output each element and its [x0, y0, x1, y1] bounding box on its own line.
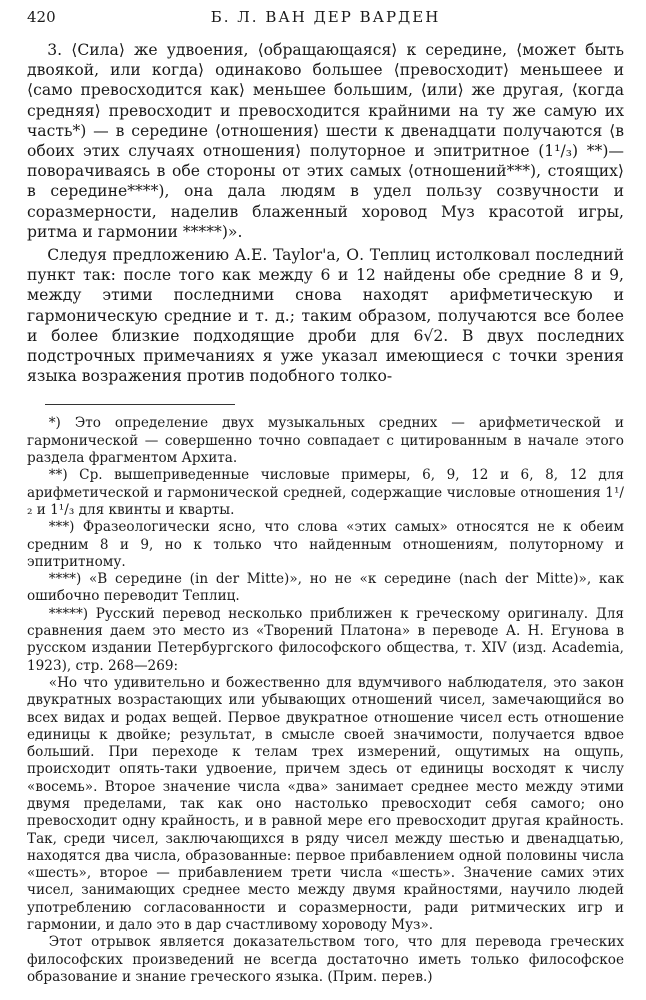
footnote-5: *****) Русский перевод несколько приближен к греческому оригиналу. Для сравнения даем это место из «Творений Платона» в переводе А. Н. Егунова в русском издании Петербургского философского общества, т. XIV (изд. Academia, 1923), стр. 268—269:	[27, 605, 624, 674]
footnote-divider	[45, 404, 235, 405]
page-number: 420	[27, 8, 56, 26]
footnote-1: *) Это определение двух музыкальных средних — арифметической и гармонической — совершенно точно совпадает с цитированным в начале этого раздела фрагментом Архита.	[27, 415, 624, 467]
running-header	[27, 6, 624, 32]
footnote-3: ***) Фразеологически ясно, что слова «этих самых» относятся не к обеим средним 8 и 9, но к только что найденным отношениям, полуторному и эпитритному.	[27, 519, 624, 570]
footnote-2: **) Ср. вышеприведенные числовые примеры, 6, 9, 12 и 6, 8, 12 для арифметической и гармонической средней, содержащие числовые отношения 1¹/₂ и 1¹/₃ для квинты и кварты.	[27, 467, 624, 518]
paragraph-quote-end: 3. ⟨Сила⟩ же удвоения, ⟨обращающаяся⟩ к середине, ⟨может быть двоякой, или когда⟩ одинаково большее ⟨превосходит⟩ меньшеее и ⟨само превосходится как⟩ меньшее большим, ⟨или⟩ же другая, ⟨когда средняя⟩ превосходит и превосходится крайними на ту же самую их часть*) — в середине ⟨отношения⟩ шести к двенадцати получаются ⟨в обоих этих случаях отношения⟩ полуторное и эпитритное (1¹/₃) **)— поворачиваясь в обе стороны от этих самых ⟨отношений***), стоящих⟩ в середине****), она дала людям в удел пользу созвучности и соразмерности, наделив блаженный хоровод Муз красотой игры, ритма и гармонии *****)».	[27, 41, 624, 241]
running-title: Б. Л. ВАН ДЕР ВАРДЕН	[210, 8, 441, 26]
main-text	[27, 40, 624, 386]
footnotes	[27, 415, 624, 986]
footnote-quote: «Но что удивительно и божественно для вдумчивого наблюдателя, это закон двукратных возрастающих или убывающих отношений чисел, замечающийся во всех видах и родах вещей. Первое двукратное отношение чисел есть отношение единицы к двойке; результат, в смысле своей значимости, получается вдвое больший. При переходе к телам трех измерений, ощутимых на ощупь, происходит опять-таки удвоение, причем здесь от единицы восходят к числу «восемь». Второе значение числа «два» занимает среднее место между этими двумя пределами, так как оно настолько превосходит себя самого; оно превосходит одну крайность, и в равной мере его превосходит другая крайность. Так, среди чисел, заключающихся в ряду чисел между шестью и двенадцатью, находятся два числа, образованные: первое прибавлением одной половины числа «шесть», второе — прибавлением трети числа «шесть». Значение самих этих чисел, занимающих среднее место между двумя крайностями, научило людей употреблению согласованности и соразмерности, ради ритмических игр и гармонии, и дало это в дар счастливому хороводу Муз».	[27, 674, 624, 934]
translator-note: Этот отрывок является доказательством того, что для перевода греческих философских произведений не всегда достаточно иметь только философское образование и знание греческого языка. (Прим. перев.)	[27, 934, 624, 985]
paragraph-interpretation: Следуя предложению A.E. Taylor'а, О. Теплиц истолковал последний пункт так: после того как между 6 и 12 найдены обе средние 8 и 9, между этими последними снова находят арифметическую и гармоническую средние и т. д.; таким образом, получаются все более и более близкие подходящие дроби для 6√2. В двух последних подстрочных примечаниях я уже указал имеющиеся с точки зрения языка возражения против подобного толко-	[27, 246, 624, 386]
footnote-4: ****) «В середине (in der Mitte)», но не «к середине (nach der Mitte)», как ошибочно переводит Теплиц.	[27, 571, 624, 605]
